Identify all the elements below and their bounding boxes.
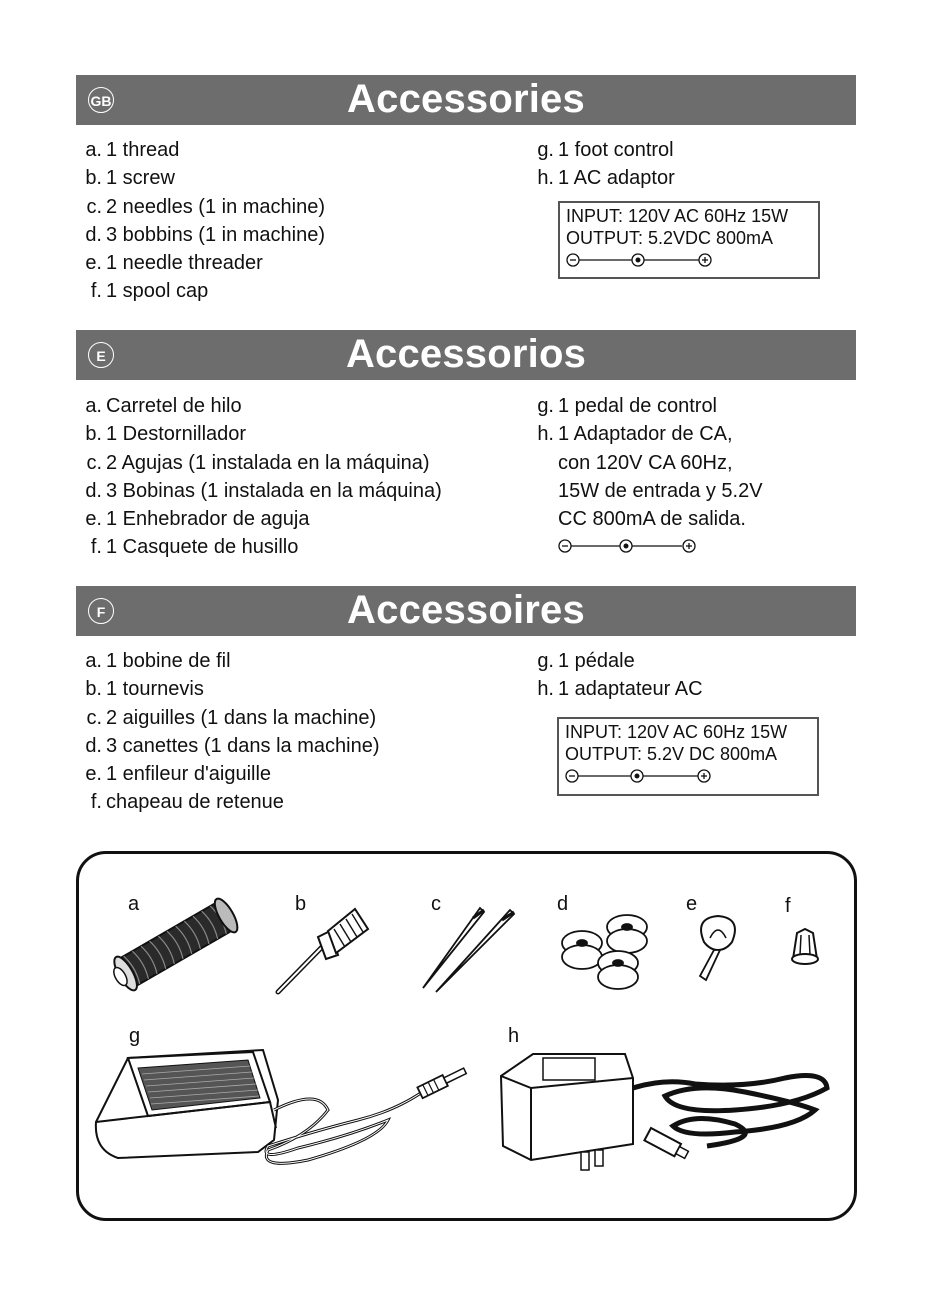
section-header-f	[76, 586, 856, 636]
foot-control-icon	[88, 1040, 478, 1195]
list-item: a. 1 thread	[85, 139, 180, 161]
thread-spool-icon	[100, 895, 260, 995]
list-item: 15W de entrada y 5.2V	[558, 479, 763, 502]
list-item: d. 3 Bobinas (1 instalada en la máquina)	[85, 479, 442, 502]
list-item: c. 2 needles (1 in machine)	[86, 195, 326, 218]
power-spec-box-f	[557, 717, 819, 796]
list-item: f. 1 spool cap	[90, 280, 209, 303]
list-item: e. 1 needle threader	[85, 252, 263, 275]
polarity-symbol-icon	[565, 768, 715, 784]
spool-cap-icon	[787, 925, 827, 970]
section-title-f: Accessoires	[347, 588, 585, 632]
screwdriver-icon	[270, 895, 380, 1000]
list-item: c. 2 aiguilles (1 dans la machine)	[86, 706, 377, 729]
section-title-e: Accessorios	[345, 332, 587, 376]
list-item: h. 1 adaptateur AC	[537, 678, 703, 701]
list-item: e. 1 Enhebrador de aguja	[85, 508, 310, 531]
list-item: g. 1 foot control	[537, 139, 674, 161]
polarity-symbol-icon	[566, 252, 716, 268]
spec-output: OUTPUT: 5.2V DC 800mA	[565, 744, 778, 764]
list-item: con 120V CA 60Hz,	[558, 451, 733, 474]
accessory-list-e-left	[78, 392, 442, 562]
language-badge-gb: GB	[88, 87, 114, 113]
accessory-list-f-right	[530, 647, 703, 704]
accessory-list-f-left	[78, 647, 380, 817]
list-item: f. chapeau de retenue	[90, 791, 284, 814]
section-header-gb	[76, 75, 856, 125]
list-item: e. 1 enfileur d'aiguille	[85, 763, 272, 786]
spec-input: INPUT: 120V AC 60Hz 15W	[565, 722, 788, 742]
section-title-gb: Accessories	[347, 77, 585, 121]
list-item: h. 1 AC adaptor	[537, 167, 675, 190]
list-item: h. 1 Adaptador de CA,	[537, 423, 733, 446]
spec-input: INPUT: 120V AC 60Hz 15W	[566, 206, 789, 226]
needles-icon	[418, 900, 523, 995]
list-item: b. 1 Destornillador	[85, 423, 247, 446]
label-b: b	[295, 893, 307, 915]
ac-adaptor-icon	[495, 1048, 845, 1173]
list-item: c. 2 Agujas (1 instalada en la máquina)	[86, 451, 430, 474]
list-item: b. 1 screw	[85, 167, 175, 190]
list-item: g. 1 pédale	[537, 650, 635, 672]
label-f: f	[785, 895, 791, 917]
label-h: h	[508, 1025, 520, 1047]
list-item: b. 1 tournevis	[85, 678, 204, 701]
spec-output: OUTPUT: 5.2VDC 800mA	[566, 228, 774, 248]
accessory-list-e-right	[530, 392, 763, 533]
polarity-symbol-icon	[558, 538, 708, 554]
accessory-list-gb-right	[530, 136, 675, 193]
label-d: d	[557, 893, 569, 915]
bobbins-icon	[552, 905, 672, 995]
list-item: d. 3 bobbins (1 in machine)	[85, 223, 326, 246]
needle-threader-icon	[690, 912, 750, 987]
language-badge-e: E	[88, 342, 114, 368]
label-a: a	[128, 893, 140, 915]
section-header-e	[76, 330, 856, 380]
list-item: f. 1 Casquete de husillo	[90, 536, 299, 559]
list-item: a. 1 bobine de fil	[85, 650, 231, 672]
list-item: CC 800mA de salida.	[558, 508, 746, 531]
accessory-list-gb-left	[78, 136, 325, 306]
language-badge-f: F	[88, 598, 114, 624]
list-item: a. Carretel de hilo	[85, 395, 242, 417]
power-spec-box-gb	[558, 201, 820, 279]
label-e: e	[686, 893, 698, 915]
label-g: g	[129, 1025, 141, 1047]
list-item: g. 1 pedal de control	[537, 395, 718, 417]
list-item: d. 3 canettes (1 dans la machine)	[85, 734, 380, 757]
label-c: c	[431, 893, 441, 915]
